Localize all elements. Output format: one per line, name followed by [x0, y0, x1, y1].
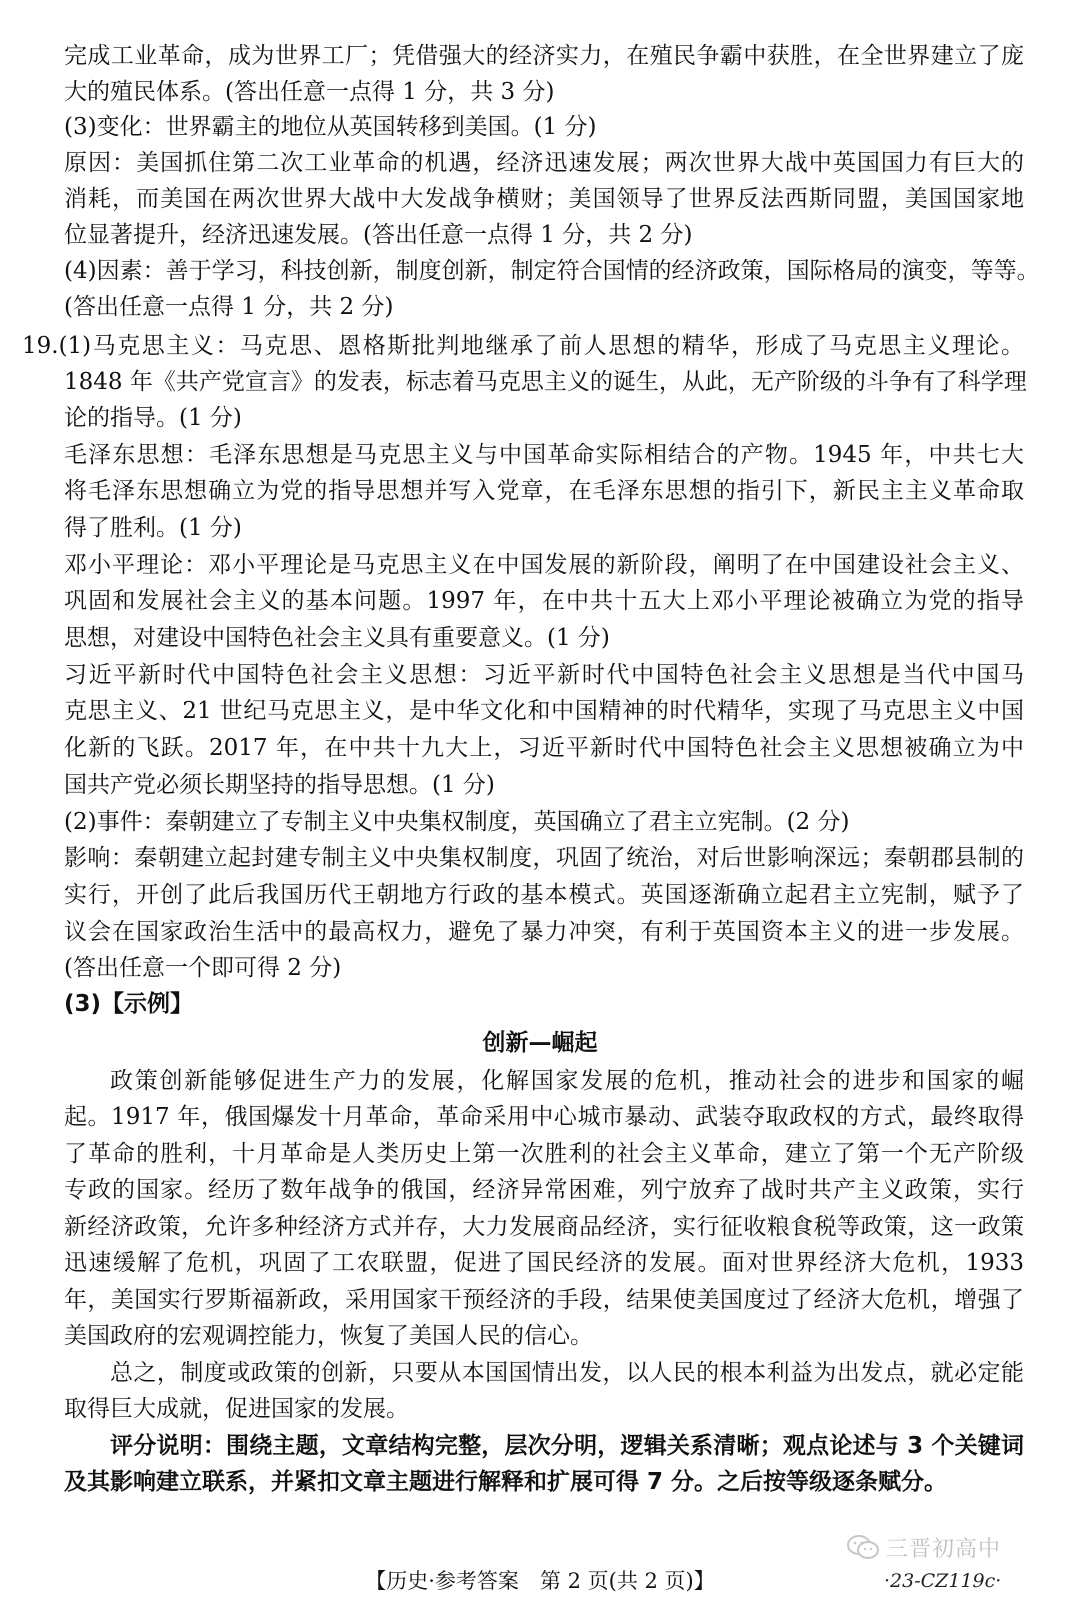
essay-line: 总之，制度或政策的创新，只要从本国国情出发，以人民的根本利益为出发点，就必定能: [110, 1360, 1024, 1386]
text-line: 完成工业革命，成为世界工厂；凭借强大的经济实力，在殖民争霸中获胜，在全世界建立了庞: [64, 43, 1024, 69]
text-line: (3)变化：世界霸主的地位从英国转移到美国。(1 分): [64, 114, 597, 140]
text-line: (2)事件：秦朝建立了专制主义中央集权制度，英国确立了君主立宪制。(2 分): [64, 809, 850, 835]
text-line: 消耗，而美国在两次世界大战中大发战争横财；美国领导了世界反法西斯同盟，美国国家地: [64, 186, 1024, 212]
text-line: 原因：美国抓住第二次工业革命的机遇，经济迅速发展；两次世界大战中英国国力有巨大的: [64, 150, 1024, 176]
example-heading: (3)【示例】: [64, 991, 194, 1017]
text-line: 克思主义、21 世纪马克思主义，是中华文化和中国精神的时代精华，实现了马克思主义中国: [64, 698, 1024, 724]
essay-line: 取得巨大成就，促进国家的发展。: [64, 1396, 409, 1422]
text-line: 将毛泽东思想确立为党的指导思想并写入党章，在毛泽东思想的指引下，新民主主义革命取: [64, 478, 1024, 504]
essay-line: 新经济政策，允许多种经济方式并存，大力发展商品经济，实行征收粮食税等政策，这一政策: [64, 1214, 1024, 1240]
footer-code: ·23-CZ119c·: [884, 1570, 1002, 1592]
text-line: 巩固和发展社会主义的基本问题。1997 年，在中共十五大上邓小平理论被确立为党的指导: [64, 588, 1024, 614]
watermark: [846, 1527, 1036, 1567]
text-line: 大的殖民体系。(答出任意一点得 1 分，共 3 分): [64, 79, 555, 105]
text-line: 1848 年《共产党宣言》的发表，标志着马克思主义的诞生，从此，无产阶级的斗争有了科学理: [64, 369, 1027, 395]
watermark-text: 三晋初高中: [886, 1536, 1002, 1562]
text-line: 论的指导。(1 分): [64, 405, 242, 431]
text-line: 影响：秦朝建立起封建专制主义中央集权制度，巩固了统治，对后世影响深远；秦朝郡县制的: [64, 845, 1024, 871]
scoring-note: 评分说明：围绕主题，文章结构完整，层次分明，逻辑关系清晰；观点论述与 3 个关键词: [110, 1433, 1024, 1459]
text-line: 邓小平理论：邓小平理论是马克思主义在中国发展的新阶段，阐明了在中国建设社会主义、: [64, 552, 1024, 578]
text-line: 位显著提升，经济迅速发展。(答出任意一点得 1 分，共 2 分): [64, 222, 693, 248]
text-line: 议会在国家政治生活中的最高权力，避免了暴力冲突，有利于英国资本主义的进一步发展。: [64, 919, 1024, 945]
essay-line: 迅速缓解了危机，巩固了工农联盟，促进了国民经济的发展。面对世界经济大危机，1933: [64, 1250, 1024, 1276]
text-line: 化新的飞跃。2017 年，在中共十九大上，习近平新时代中国特色社会主义思想被确立为中: [64, 735, 1024, 761]
essay-line: 了革命的胜利，十月革命是人类历史上第一次胜利的社会主义革命，建立了第一个无产阶级: [64, 1141, 1024, 1167]
essay-line: 政策创新能够促进生产力的发展，化解国家发展的危机，推动社会的进步和国家的崛: [110, 1068, 1024, 1094]
wechat-icon: [846, 1534, 880, 1560]
page-footer: 【历史·参考答案 第 2 页(共 2 页)】: [365, 1569, 715, 1593]
text-line: (4)因素：善于学习，科技创新，制度创新，制定符合国情的经济政策，国际格局的演变，等等。: [64, 258, 1040, 284]
essay-line: 年，美国实行罗斯福新政，采用国家干预经济的手段，结果使美国度过了经济大危机，增强了: [64, 1287, 1024, 1313]
essay-title: 创新—崛起: [482, 1030, 598, 1056]
text-line: 习近平新时代中国特色社会主义思想：习近平新时代中国特色社会主义思想是当代中国马: [64, 662, 1024, 688]
text-line: 思想，对建设中国特色社会主义具有重要意义。(1 分): [64, 625, 610, 651]
text-line: 毛泽东思想：毛泽东思想是马克思主义与中国革命实际相结合的产物。1945 年，中共七大: [64, 442, 1024, 468]
text-line: (答出任意一个即可得 2 分): [64, 955, 342, 981]
essay-line: 起。1917 年，俄国爆发十月革命，革命采用中心城市暴动、武装夺取政权的方式，最终取得: [64, 1104, 1024, 1130]
scoring-note: 及其影响建立联系，并紧扣文章主题进行解释和扩展可得 7 分。之后按等级逐条赋分。: [64, 1469, 948, 1495]
text-line: 实行，开创了此后我国历代王朝地方行政的基本模式。英国逐渐确立起君主立宪制，赋予了: [64, 882, 1024, 908]
question-19-line: 19.(1)马克思主义：马克思、恩格斯批判地继承了前人思想的精华，形成了马克思主义理论。: [22, 333, 1024, 359]
text-line: 得了胜利。(1 分): [64, 515, 242, 541]
essay-line: 美国政府的宏观调控能力，恢复了美国人民的信心。: [64, 1323, 593, 1349]
text-line: 国共产党必须长期坚持的指导思想。(1 分): [64, 772, 495, 798]
essay-line: 专政的国家。经历了数年战争的俄国，经济异常困难，列宁放弃了战时共产主义政策，实行: [64, 1177, 1024, 1203]
text-line: (答出任意一点得 1 分，共 2 分): [64, 294, 394, 320]
